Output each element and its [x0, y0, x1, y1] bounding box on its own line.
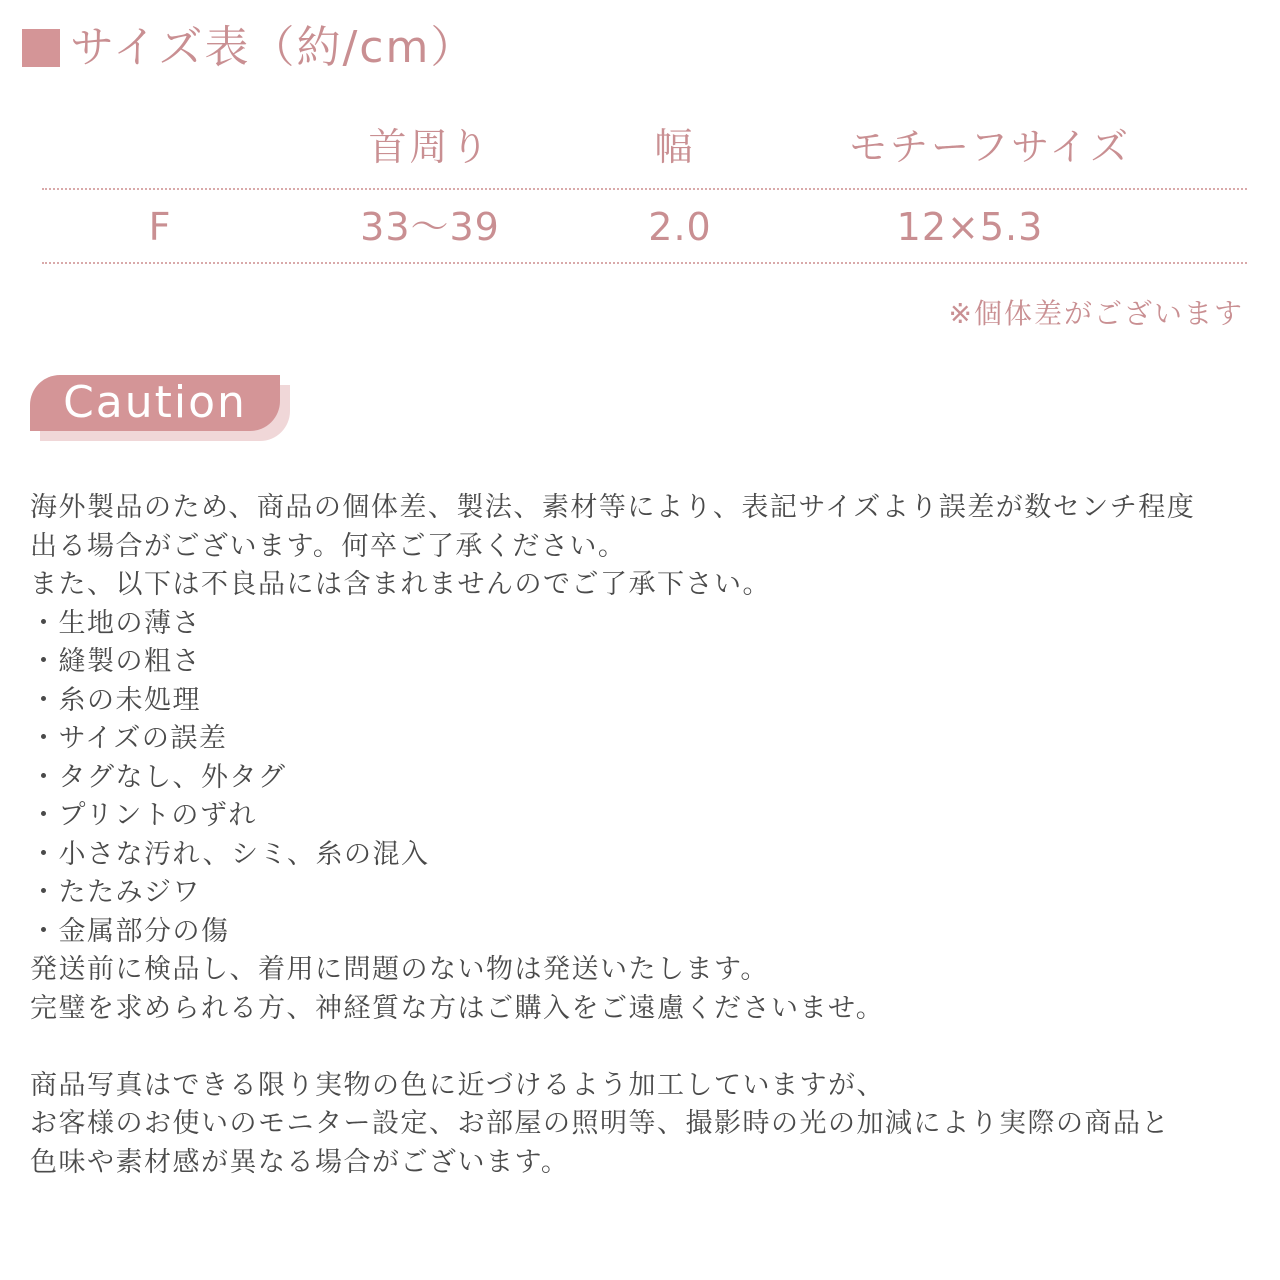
header-width: 幅: [654, 125, 696, 169]
list-item: ・プリントのずれ: [30, 800, 257, 831]
photo-note-line: 商品写真はできる限り実物の色に近づけるよう加工していますが、: [30, 1069, 885, 1101]
list-item: ・タグなし、外タグ: [30, 761, 287, 793]
caution-badge-pill: [30, 375, 280, 431]
row-size-label: F: [148, 205, 172, 249]
list-item: ・金属部分の傷: [30, 915, 230, 947]
list-item: ・サイズの誤差: [30, 723, 228, 754]
individual-difference-note: ※個体差がございます: [948, 297, 1244, 330]
paragraph-gap: [30, 1028, 1260, 1067]
header-motif-size: モチーフサイズ: [848, 125, 1132, 169]
caution-line: 海外製品のため、商品の個体差、製法、素材等により、表記サイズより誤差が数センチ程度: [30, 492, 1196, 523]
caution-line: また、以下は不良品には含まれませんのでご了承下さい。: [30, 569, 771, 600]
square-bullet-icon: [22, 29, 60, 67]
size-chart-title: サイズ表（約/cm）: [70, 22, 477, 73]
caution-line: 出る場合がございます。何卒ご了承ください。: [30, 530, 627, 562]
list-item: ・小さな汚れ、シミ、糸の混入: [30, 838, 430, 870]
photo-note-line: 色味や素材感が異なる場合がございます。: [30, 1146, 570, 1178]
list-item: ・糸の未処理: [30, 684, 201, 716]
cell-width: 2.0: [648, 205, 712, 249]
header-neck: 首周り: [368, 125, 492, 169]
caution-badge: [30, 375, 292, 441]
cell-neck: 33〜39: [360, 205, 500, 249]
photo-note-line: お客様のお使いのモニター設定、お部屋の照明等、撮影時の光の加減により実際の商品と: [30, 1108, 1170, 1139]
table-divider: [42, 262, 1247, 264]
cell-motif-size: 12×5.3: [896, 205, 1044, 249]
size-chart-heading: [22, 18, 476, 78]
list-item: ・縫製の粗さ: [30, 646, 201, 677]
caution-label: Caution: [63, 377, 247, 428]
caution-body: [30, 489, 1260, 1182]
caution-line: 完璧を求められる方、神経質な方はご購入をご遠慮くださいませ。: [30, 992, 885, 1024]
list-item: ・たたみジワ: [30, 877, 201, 908]
caution-line: 発送前に検品し、着用に問題のない物は発送いたします。: [30, 954, 769, 985]
list-item: ・生地の薄さ: [30, 607, 201, 639]
table-divider: [42, 188, 1247, 190]
